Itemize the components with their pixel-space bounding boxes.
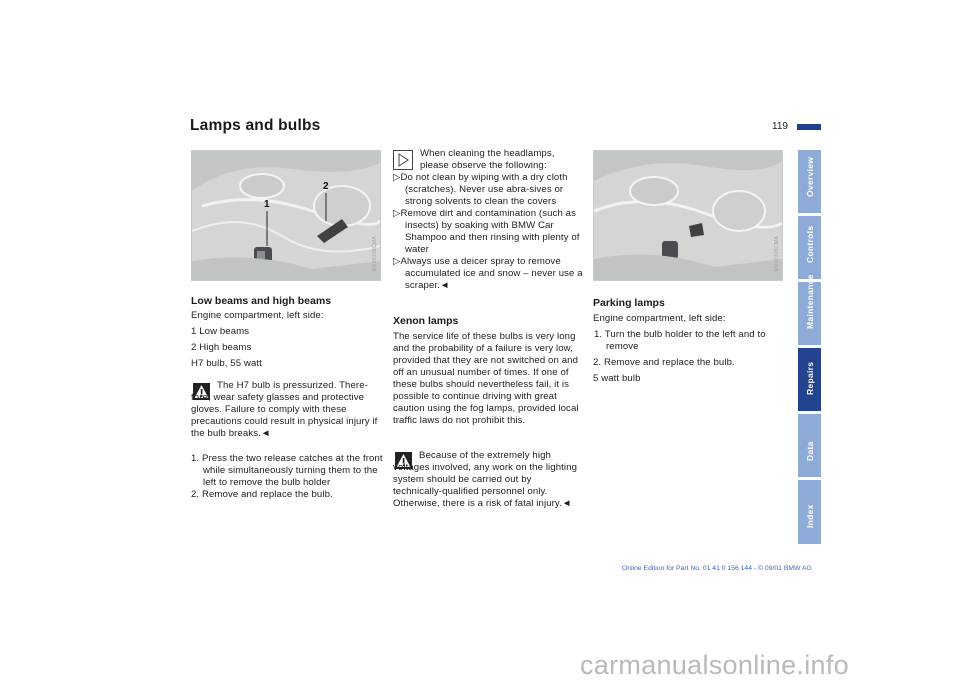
page-number: 119 (772, 121, 788, 132)
page-title: Lamps and bulbs (190, 117, 321, 134)
callout-1: 1 (264, 199, 270, 210)
col1-steps (191, 453, 383, 501)
bullet-item: ▷Do not clean by wiping with a dry cloth (scratches). Never use abra-sives or strong solvents to clean the covers (393, 172, 568, 207)
tab-maintenance[interactable]: Maintenance (798, 282, 821, 345)
engine-photo-headlamp (191, 150, 381, 281)
photo-code: MV00308CMA (372, 236, 378, 272)
col3-line: Engine compartment, left side: (593, 313, 726, 324)
col2-note-intro: When cleaning the headlamps, please observe the following: (420, 148, 555, 171)
col3-body (593, 313, 785, 385)
tab-index[interactable]: Index (798, 480, 821, 544)
col3-note: 5 watt bulb (593, 373, 641, 384)
col1-intro (191, 310, 383, 370)
col1-line: 2 High beams (191, 342, 252, 353)
tab-repairs[interactable]: Repairs (798, 348, 821, 411)
heading-parking-lamps: Parking lamps (593, 297, 665, 309)
col1-line: H7 bulb, 55 watt (191, 358, 262, 369)
col2-bullets (393, 172, 583, 292)
tab-data[interactable]: Data (798, 414, 821, 477)
note-triangle-icon (393, 150, 413, 170)
col1-line: 1 Low beams (191, 326, 250, 337)
col1-warning: The H7 bulb is pressurized. There-fore, wear safety glasses and protective gloves. Failure to comply with these precautions could result in physical injury if the bulb breaks.◄ (191, 380, 378, 439)
page-accent-bar (797, 124, 821, 130)
callout-2: 2 (323, 181, 329, 192)
step-item: 2. Remove and replace the bulb. (191, 489, 333, 500)
step-item: 1. Turn the bulb holder to the left and to remove (594, 329, 766, 352)
step-item: 1. Press the two release catches at the front while simultaneously turning them to the left to remove the bulb holder (191, 453, 383, 488)
engine-photo-parking-lamp (593, 150, 783, 281)
bullet-item: ▷Always use a deicer spray to remove accumulated ice and snow – never use a scraper.◄ (393, 256, 583, 291)
col2-warning: Because of the extremely high voltages involved, any work on the lighting system should be carried out by technically-qualified personnel only. Otherwise, there is a risk of fatal injury.◄ (393, 450, 578, 509)
heading-xenon-lamps: Xenon lamps (393, 315, 459, 327)
photo-code: MV00309CMA (774, 236, 780, 272)
bullet-item: ▷Remove dirt and contamination (such as insects) by soaking with BMW Car Shampoo and then rinsing with plenty of water (393, 208, 580, 255)
footer-edition-link[interactable]: Online Edition for Part No. 01 41 0 156 144 - © 09/01 BMW AG (622, 565, 812, 572)
col1-line: Engine compartment, left side: (191, 310, 324, 321)
step-item: 2. Remove and replace the bulb. (593, 357, 735, 368)
tab-overview[interactable]: Overview (798, 150, 821, 213)
bullet-arrow-icon: ▷ (393, 256, 401, 267)
watermark: carmanualsonline.info (580, 650, 849, 680)
bullet-arrow-icon: ▷ (393, 208, 401, 219)
tab-controls[interactable]: Controls (798, 216, 821, 279)
heading-low-high-beams: Low beams and high beams (191, 295, 332, 307)
bullet-arrow-icon: ▷ (393, 172, 401, 183)
col2-paragraph: The service life of these bulbs is very long and the probability of a failure is very low, provided that they are not switched on and off an unusual number of times. If one of these bulbs should nevertheless fail, it is possible to continue driving with great caution using the fog lamps, provided local traffic laws do not prohibit this. (393, 331, 579, 426)
